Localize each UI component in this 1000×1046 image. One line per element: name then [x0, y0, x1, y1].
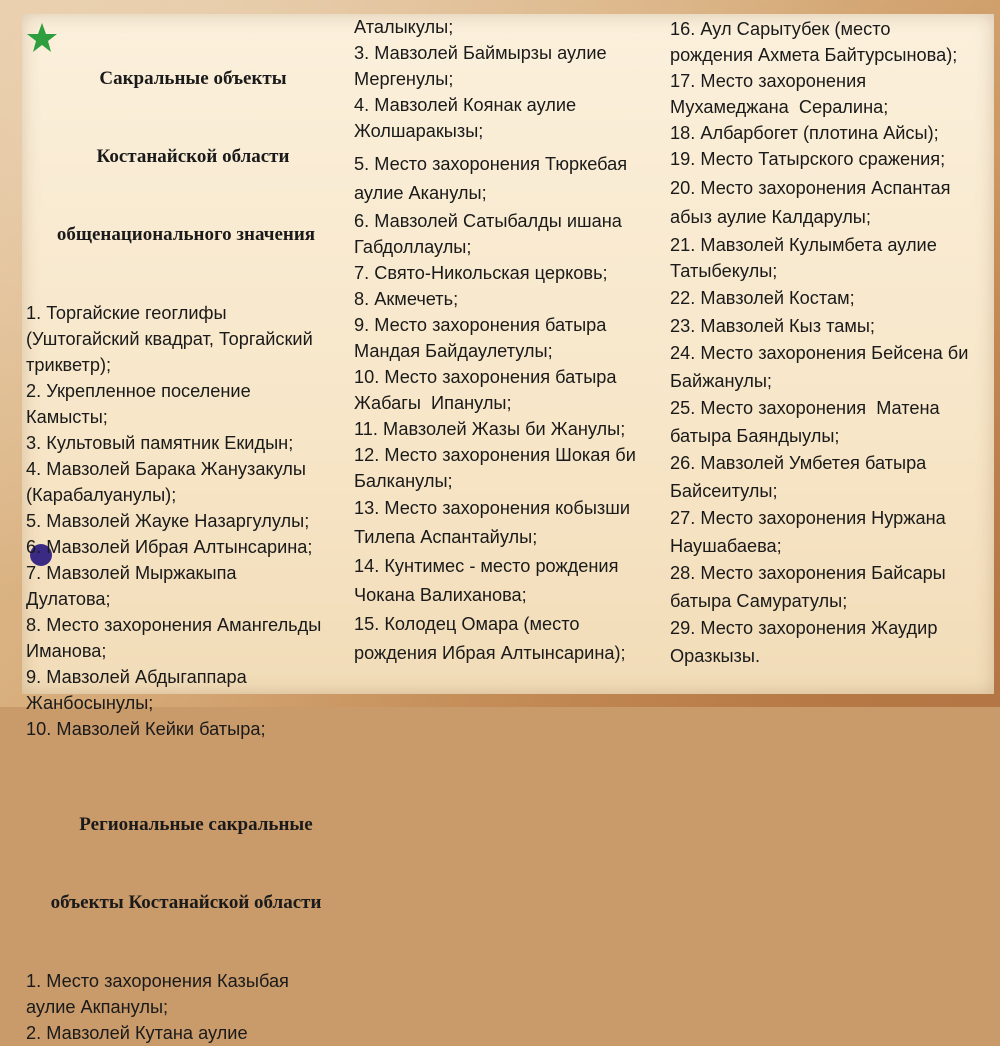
list-item: рождения Ибрая Алтынсарина);: [354, 643, 626, 663]
list-item: Мергенулы;: [354, 69, 454, 89]
list-item: 7. Мавзолей Мыржакыпа: [26, 563, 237, 583]
list-item: Оразкызы.: [670, 646, 761, 666]
list-item: 21. Мавзолей Кулымбета аулие: [670, 235, 937, 255]
list-item: Аталыкулы;: [354, 17, 454, 37]
list-item: Татыбекулы;: [670, 261, 778, 281]
list-item: батыра Баяндыулы;: [670, 426, 840, 446]
list-item: 2. Мавзолей Кутана аулие: [26, 1023, 248, 1043]
list-item: трикветр);: [26, 355, 112, 375]
list-item: 28. Место захоронения Байсары: [670, 563, 946, 583]
list-item: 1. Место захоронения Казыбая: [26, 971, 289, 991]
heading-line: общенационального значения: [56, 224, 316, 245]
list-item: 29. Место захоронения Жаудир: [670, 618, 938, 638]
list-item: 10. Мавзолей Кейки батыра;: [26, 719, 266, 739]
list-item: 20. Место захоронения Аспантая: [670, 178, 951, 198]
list-item: 9. Место захоронения батыра: [354, 315, 607, 335]
list-item: 6. Мавзолей Сатыбалды ишана: [354, 211, 622, 231]
list-item: 24. Место захоронения Бейсена би: [670, 343, 969, 363]
list-item: 7. Свято-Никольская церковь;: [354, 263, 608, 283]
list-item: 4. Мавзолей Барака Жанузакулы: [26, 459, 306, 479]
list-item: 4. Мавзолей Коянак аулие: [354, 95, 577, 115]
list-item: 2. Укрепленное поселение: [26, 381, 251, 401]
list-item: рождения Ахмета Байтурсынова);: [670, 45, 958, 65]
list-item: 15. Колодец Омара (место: [354, 614, 580, 634]
list-item: Дулатова;: [26, 589, 111, 609]
list-item: 8. Место захоронения Амангельды: [26, 615, 322, 635]
list-item: 5. Мавзолей Жауке Назаргулулы;: [26, 511, 310, 531]
list-item: 8. Акмечеть;: [354, 289, 459, 309]
list-item: Балканулы;: [354, 471, 453, 491]
list-item: Наушабаева;: [670, 536, 782, 556]
list-item: батыра Самуратулы;: [670, 591, 848, 611]
national-heading: [26, 14, 346, 300]
heading-line: Региональные сакральные: [79, 814, 313, 835]
list-item: аулие Акпанулы;: [26, 997, 169, 1017]
list-item: 14. Кунтимес - место рождения: [354, 556, 619, 576]
list-item: аулие Аканулы;: [354, 183, 487, 203]
list-item: Габдоллаулы;: [354, 237, 472, 257]
list-item: 13. Место захоронения кобызши: [354, 498, 631, 518]
heading-line: Костанайской области: [96, 146, 290, 167]
list-item: 9. Мавзолей Абдыгаппара: [26, 667, 247, 687]
list-item: 23. Мавзолей Кыз тамы;: [670, 316, 875, 336]
list-item: 22. Мавзолей Костам;: [670, 288, 855, 308]
list-item: 1. Торгайские геоглифы: [26, 303, 227, 323]
list-item: 26. Мавзолей Умбетея батыра: [670, 453, 927, 473]
list-item: 17. Место захоронения: [670, 71, 867, 91]
list-item: 11. Мавзолей Жазы би Жанулы;: [354, 419, 626, 439]
list-item: Мухамеджана Сералина;: [670, 97, 889, 117]
list-item: 27. Место захоронения Нуржана: [670, 508, 946, 528]
list-item: 25. Место захоронения Матена: [670, 398, 940, 418]
list-item: Жабагы Ипанулы;: [354, 393, 512, 413]
list-item: Байсеитулы;: [670, 481, 778, 501]
column-1: [26, 14, 346, 1046]
list-item: Тилепа Аспантайулы;: [354, 527, 538, 547]
list-item: 12. Место захоронения Шокая би: [354, 445, 636, 465]
list-item: Камысты;: [26, 407, 108, 427]
list-item: 10. Место захоронения батыра: [354, 367, 617, 387]
list-item: Байжанулы;: [670, 371, 772, 391]
column-3: [670, 16, 992, 669]
list-item: 3. Мавзолей Баймырзы аулие: [354, 43, 607, 63]
list-item: 5. Место захоронения Тюркебая: [354, 154, 628, 174]
list-item: (Уштогайский квадрат, Торгайский: [26, 329, 313, 349]
list-item: 18. Албарбогет (плотина Айсы);: [670, 123, 939, 143]
spacer: [26, 742, 346, 760]
list-item: Чокана Валиханова;: [354, 585, 527, 605]
list-item: 16. Аул Сарытубек (место: [670, 19, 891, 39]
list-item: Иманова;: [26, 641, 107, 661]
list-item: (Карабалуанулы);: [26, 485, 177, 505]
list-item: Мандая Байдаулетулы;: [354, 341, 553, 361]
heading-line: Сакральные объекты: [99, 68, 287, 89]
list-item: 3. Культовый памятник Екидын;: [26, 433, 294, 453]
list-item: Жанбосынулы;: [26, 693, 154, 713]
heading-line: объекты Костанайской области: [50, 892, 322, 913]
regional-heading: [26, 760, 346, 968]
list-item: 6. Мавзолей Ибрая Алтынсарина;: [26, 537, 313, 557]
list-item: 19. Место Татырского сражения;: [670, 149, 946, 169]
column-2: [354, 14, 664, 668]
list-item: Жолшаракызы;: [354, 121, 484, 141]
list-item: абыз аулие Калдарулы;: [670, 207, 871, 227]
